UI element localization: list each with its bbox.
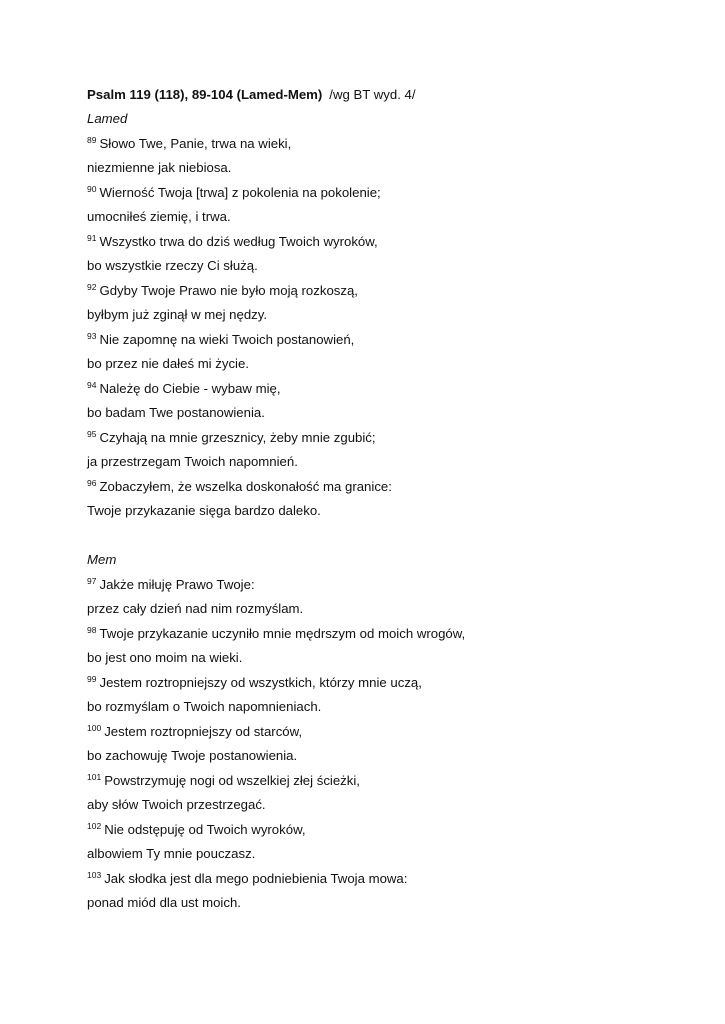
verse-text: Twoje przykazanie uczyniło mnie mędrszym od moich wrogów, xyxy=(99,625,466,641)
verse-97-line-2: przez cały dzień nad nim rozmyślam. xyxy=(87,601,304,616)
verse-text: Zobaczyłem, że wszelka doskonałość ma granice: xyxy=(99,478,392,494)
verse-text: Jestem roztropniejszy od wszystkich, którzy mnie uczą, xyxy=(99,674,422,690)
translation-source: /wg BT wyd. 4/ xyxy=(329,87,416,102)
verse-100-line-1 xyxy=(87,723,687,748)
verse-99-line-2: bo rozmyślam o Twoich napomnieniach. xyxy=(87,699,322,714)
verse-91-line-1 xyxy=(87,233,687,258)
document-page xyxy=(87,86,687,919)
verse-number: 98 xyxy=(87,624,97,635)
verse-101-line-1 xyxy=(87,772,687,797)
section-heading-lamed: Lamed xyxy=(87,111,128,126)
verse-95-line-1 xyxy=(87,429,687,454)
verse-98-line-2: bo jest ono moim na wieki. xyxy=(87,650,243,665)
verse-101-line-2: aby słów Twoich przestrzegać. xyxy=(87,797,266,812)
verse-number: 94 xyxy=(87,379,97,390)
verse-92-line-1 xyxy=(87,282,687,307)
verse-102-line-1 xyxy=(87,821,687,846)
verse-89-line-1 xyxy=(87,135,687,160)
verse-number: 103 xyxy=(87,869,102,880)
verse-text: Nie zapomnę na wieki Twoich postanowień, xyxy=(99,331,355,347)
verse-93-line-2: bo przez nie dałeś mi życie. xyxy=(87,356,249,371)
verse-text: Jak słodka jest dla mego podniebienia Twoja mowa: xyxy=(104,870,408,886)
verse-103-line-1 xyxy=(87,870,687,895)
verse-number: 99 xyxy=(87,673,97,684)
verse-text: Jestem roztropniejszy od starców, xyxy=(104,723,303,739)
verse-94-line-1 xyxy=(87,380,687,405)
verse-text: Czyhają na mnie grzesznicy, żeby mnie zgubić; xyxy=(99,429,376,445)
verse-number: 100 xyxy=(87,722,102,733)
verse-94-line-2: bo badam Twe postanowienia. xyxy=(87,405,265,420)
document-title-line xyxy=(87,86,687,110)
verse-number: 95 xyxy=(87,428,97,439)
verse-96-line-2: Twoje przykazanie sięga bardzo daleko. xyxy=(87,503,321,518)
verse-91-line-2: bo wszystkie rzeczy Ci służą. xyxy=(87,258,258,273)
verse-text: Należę do Ciebie - wybaw mię, xyxy=(99,380,281,396)
verse-number: 96 xyxy=(87,477,97,488)
verse-number: 101 xyxy=(87,771,102,782)
verse-text: Nie odstępuję od Twoich wyroków, xyxy=(104,821,306,837)
verse-96-line-1 xyxy=(87,478,687,503)
verse-89-line-2: niezmienne jak niebiosa. xyxy=(87,160,232,175)
verse-90-line-2: umocniłeś ziemię, i trwa. xyxy=(87,209,231,224)
section-spacer xyxy=(87,527,687,552)
section-heading-mem: Mem xyxy=(87,552,117,567)
verse-text: Wierność Twoja [trwa] z pokolenia na pokolenie; xyxy=(99,184,381,200)
verse-text: Jakże miłuję Prawo Twoje: xyxy=(99,576,255,592)
verse-text: Powstrzymuję nogi od wszelkiej złej ścieżki, xyxy=(104,772,360,788)
verse-text: Gdyby Twoje Prawo nie było moją rozkoszą, xyxy=(99,282,358,298)
verse-number: 91 xyxy=(87,232,97,243)
verse-95-line-2: ja przestrzegam Twoich napomnień. xyxy=(87,454,298,469)
verse-text: Słowo Twe, Panie, trwa na wieki, xyxy=(99,135,292,151)
verse-number: 97 xyxy=(87,575,97,586)
verse-93-line-1 xyxy=(87,331,687,356)
verse-number: 102 xyxy=(87,820,102,831)
verse-text: Wszystko trwa do dziś według Twoich wyroków, xyxy=(99,233,378,249)
verse-90-line-1 xyxy=(87,184,687,209)
verse-97-line-1 xyxy=(87,576,687,601)
verse-number: 90 xyxy=(87,183,97,194)
verse-99-line-1 xyxy=(87,674,687,699)
verse-92-line-2: byłbym już zginął w mej nędzy. xyxy=(87,307,268,322)
verse-100-line-2: bo zachowuję Twoje postanowienia. xyxy=(87,748,298,763)
verse-number: 93 xyxy=(87,330,97,341)
verse-number: 92 xyxy=(87,281,97,292)
verse-98-line-1 xyxy=(87,625,687,650)
verse-number: 89 xyxy=(87,134,97,145)
verse-102-line-2: albowiem Ty mnie pouczasz. xyxy=(87,846,256,861)
verse-103-line-2: ponad miód dla ust moich. xyxy=(87,895,241,910)
document-title: Psalm 119 (118), 89-104 (Lamed-Mem) xyxy=(87,87,323,102)
